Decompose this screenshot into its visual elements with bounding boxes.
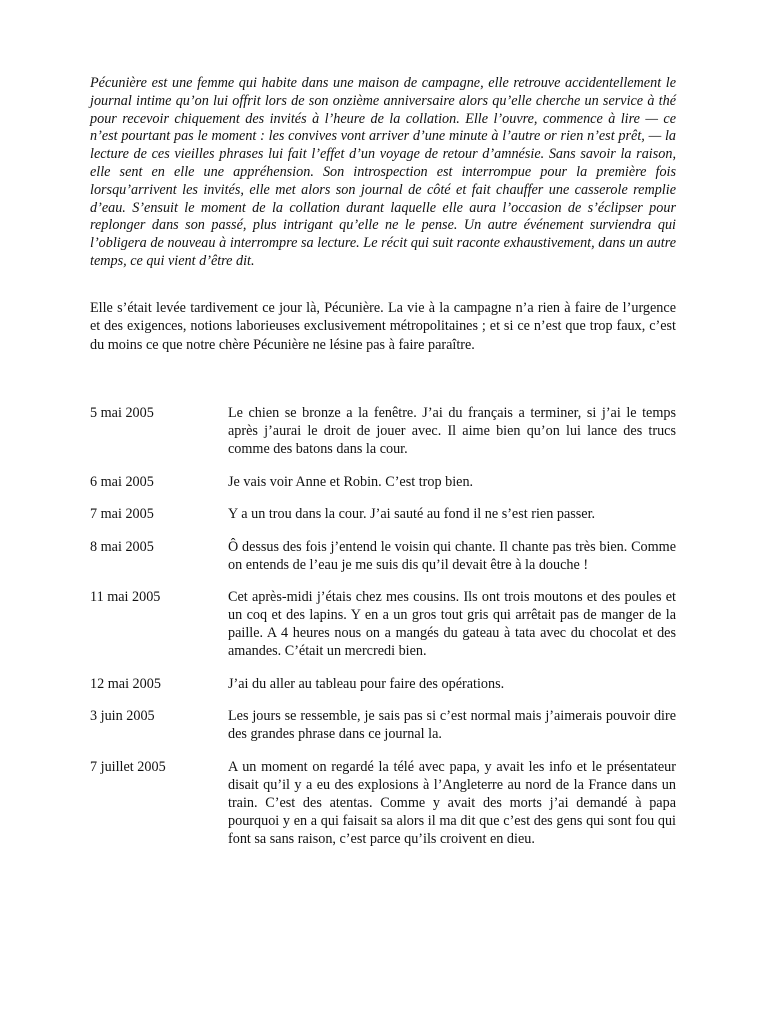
entry-date: 7 juillet 2005 [90,758,166,775]
entry-text: Cet après-midi j’étais chez mes cousins. Ils ont trois moutons et des poules et un coq et des lapins. Y en a un gros tout gris qui arrêtait pas de manger de la paille. A 4 heures nous on a mangés du gateau à tata avec du chocolat et des amandes. C’était un mercredi bien. [228,589,676,660]
entry-text: J’ai du aller au tableau pour faire des opérations. [228,675,505,692]
entry-date: 6 mai 2005 [90,473,154,490]
diary-entry [90,675,676,693]
entry-date: 12 mai 2005 [90,675,161,692]
diary-entry [90,588,676,660]
diary-entry [90,505,676,523]
entry-date: 8 mai 2005 [90,538,154,555]
entry-text: Y a un trou dans la cour. J’ai sauté au fond il ne s’est rien passer. [228,506,596,523]
entry-text: Je vais voir Anne et Robin. C’est trop bien. [228,473,474,490]
diary-entries [90,404,676,848]
document-page [90,75,676,862]
diary-entry [90,538,676,574]
entry-date: 5 mai 2005 [90,405,154,422]
diary-entry [90,707,676,743]
opening-paragraph: Elle s’était levée tardivement ce jour là, Pécunière. La vie à la campagne n’a rien à faire de l’urgence et des exigences, notions laborieuses exclusivement métropolitaines ; et si ce n’est que trop faux, c’est du moins ce que notre chère Pécunière ne lésine pas à faire paraître. [90,299,676,353]
entry-date: 3 juin 2005 [90,708,155,725]
entry-date: 7 mai 2005 [90,506,154,523]
entry-text: Le chien se bronze a la fenêtre. J’ai du français a terminer, si j’ai le temps après j’aurai le droit de jouer avec. Il aime bien qu’on lui lance des trucs comme des batons dans la cour. [228,405,676,458]
diary-entry [90,473,676,491]
entry-date: 11 mai 2005 [90,589,161,606]
diary-entry [90,404,676,458]
intro-paragraph: Pécunière est une femme qui habite dans une maison de campagne, elle retrouve accidentellement le journal intime qu’on lui offrit lors de son onzième anniversaire alors qu’elle cherche un service à thé pour recevoir chiquement des invités à l’heure de la collation. Elle l’ouvre, commence à lire — ce n’est pourtant pas le moment : les convives vont arriver d’une minute à l’autre or rien n’est prêt, — la lecture de ces vieilles phrases lui fait l’effet d’un voyage de retour d’amnésie. Sans savoir la raison, elle sent en elle une appréhension. Son introspection est interrompue pour la première fois lorsqu’arrivent les invités, elle met alors son journal de côté et fait chauffer une casserole remplie d’eau. S’ensuit le moment de la collation durant laquelle elle aura l’occasion de s’éclipser pour replonger dans son passé, plus intrigant qu’elle ne le pense. Un autre événement surviendra qui l’obligera de nouveau à interrompre sa lecture. Le récit qui suit raconte exhaustivement, dans un autre temps, ce qui vient d’être dit. [90,75,676,269]
entry-text: Ô dessus des fois j’entend le voisin qui chante. Il chante pas très bien. Comme on entends de l’eau je me suis dis qu’il devait être à la douche ! [228,538,676,573]
entry-text: Les jours se ressemble, je sais pas si c’est normal mais j’aimerais pouvoir dire des grandes phrase dans ce journal la. [228,708,676,743]
entry-text: A un moment on regardé la télé avec papa, y avait les info et le présentateur disait qu’il y a eu des explosions à l’Angleterre au nord de la France dans un train. C’est des atentas. Comme y avait des morts j’ai demandé à papa pourquoi y en a qui faisait sa alors il ma dit que c’est des gens qui sont fou qui font sa sans raison, c’est parce qu’ils croivent en dieu. [228,758,676,847]
diary-entry [90,758,676,848]
